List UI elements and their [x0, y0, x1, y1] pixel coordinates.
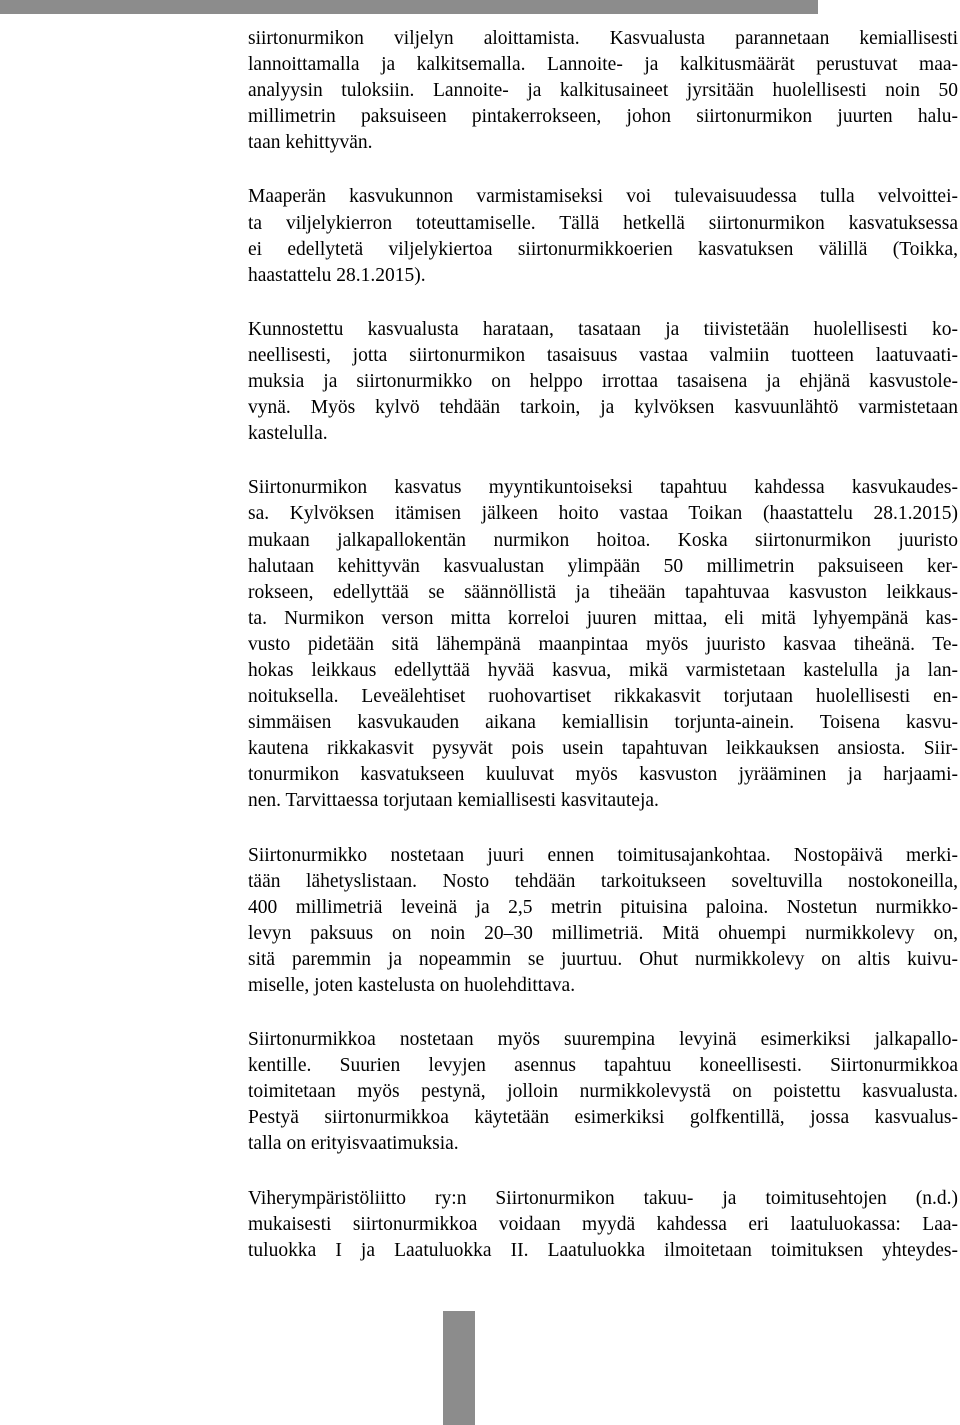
page-top-bar [0, 0, 818, 14]
text-line: ei edellytetä viljelykiertoa siirtonurmikkoerien kasvatuksen välillä (Toikka, [248, 238, 958, 260]
text-line: millimetrin paksuiseen pintakerrokseen, johon siirtonurmikon juurten halu- [248, 106, 958, 128]
text-line: Siirtonurmikon kasvatus myyntikuntoiseksi tapahtuu kahdessa kasvukaudes- [248, 477, 958, 499]
text-line: nen. Tarvittaessa torjutaan kemiallisesti kasvitauteja. [248, 790, 659, 812]
paragraph [248, 475, 958, 814]
text-line: Pestyä siirtonurmikkoa käytetään esimerkiksi golfkentillä, jossa kasvualus- [248, 1107, 958, 1129]
text-line: tonurmikon kasvatukseen kuuluvat myös kasvuston jyrääminen ja harjaami- [248, 764, 958, 786]
document-body [248, 26, 958, 1264]
text-line: tuluokka I ja Laatuluokka II. Laatuluokka ilmoitetaan toimituksen yhteydes- [248, 1239, 958, 1261]
text-line: talla on erityisvaatimuksia. [248, 1133, 459, 1155]
text-line: Maaperän kasvukunnon varmistamiseksi voi tulevaisuudessa tulla velvoittei- [248, 186, 958, 208]
text-line: vynä. Myös kylvö tehdään tarkoin, ja kylvöksen kasvuunlähtö varmistetaan [248, 397, 958, 419]
paragraph [248, 184, 958, 288]
text-line: Siirtonurmikkoa nostetaan myös suurempina levyinä esimerkiksi jalkapallo- [248, 1029, 958, 1051]
text-line: taan kehittyvän. [248, 132, 373, 154]
paragraph [248, 1186, 958, 1264]
text-line: kautena rikkakasvit pysyvät pois usein tapahtuvan leikkauksen ansiosta. Siir- [248, 738, 958, 760]
text-line: neellisesti, jotta siirtonurmikon tasaisuus vastaa valmiin tuotteen laatuvaati- [248, 344, 958, 366]
text-line: miselle, joten kastelusta on huolehdittava. [248, 975, 576, 996]
paragraph [248, 317, 958, 447]
text-line: hokas leikkaus edellyttää hyvää kasvua, mikä varmistetaan kastelulla ja lan- [248, 659, 958, 681]
text-line: ta viljelykierron toteuttamiselle. Tällä hetkellä siirtonurmikon kasvatuksessa [248, 212, 958, 234]
paragraph [248, 843, 958, 1000]
text-line: sitä paremmin ja nopeammin se juurtuu. Ohut nurmikkolevy on altis kuivu- [248, 948, 958, 970]
text-line: siirtonurmikon viljelyn aloittamista. Kasvualusta parannetaan kemiallisesti [248, 28, 958, 49]
text-line: vusto pidetään sitä lähempänä maanpintaa myös juuristo kasvaa tiheänä. Te- [248, 633, 958, 655]
text-line: haastattelu 28.1.2015). [248, 264, 426, 286]
page-bottom-block [443, 1311, 475, 1425]
text-line: levyn paksuus on noin 20–30 millimetriä. Mitä ohuempi nurmikkolevy on, [248, 922, 958, 944]
text-line: analyysin tuloksiin. Lannoite- ja kalkitusaineet jyrsitään huolellisesti noin 50 [248, 80, 958, 102]
text-line: muksia ja siirtonurmikko on helppo irrottaa tasaisena ja ehjänä kasvustole- [248, 371, 958, 393]
paragraph [248, 1027, 958, 1157]
text-line: lannoittamalla ja kalkitsemalla. Lannoite- ja kalkitusmäärät perustuvat maa- [248, 54, 958, 76]
text-line: mukaan jalkapallokentän nurmikon hoitoa. Koska siirtonurmikon juuristo [248, 529, 958, 551]
text-line: mukaisesti siirtonurmikkoa voidaan myydä kahdessa eri laatuluokassa: Laa- [248, 1213, 958, 1235]
paragraph [248, 26, 958, 156]
text-line: simmäisen kasvukauden aikana kemiallisin torjunta-ainein. Toisena kasvu- [248, 712, 958, 734]
text-line: noituksella. Leveälehtiset ruohovartiset rikkakasvit torjutaan huolellisesti en- [248, 686, 958, 708]
text-line: tään lähetyslistaan. Nosto tehdään tarkoitukseen soveltuvilla nostokoneilla, [248, 870, 958, 892]
text-line: sa. Kylvöksen itämisen jälkeen hoito vastaa Toikan (haastattelu 28.1.2015) [248, 503, 958, 525]
text-line: rokseen, edellyttää se säännöllistä ja tiheään tapahtuvaa kasvuston leikkaus- [248, 581, 958, 603]
text-line: Kunnostettu kasvualusta harataan, tasataan ja tiivistetään huolellisesti ko- [248, 318, 958, 340]
text-line: kastelulla. [248, 423, 328, 445]
text-line: ta. Nurmikon verson mitta korreloi juuren mittaa, eli mitä lyhyempänä kas- [248, 607, 958, 629]
text-line: toimitetaan myös pestynä, jolloin nurmikkolevystä on poistettu kasvualusta. [248, 1081, 958, 1103]
text-line: Viherympäristöliitto ry:n Siirtonurmikon takuu- ja toimitusehtojen (n.d.) [248, 1187, 958, 1209]
text-line: Siirtonurmikko nostetaan juuri ennen toimitusajankohtaa. Nostopäivä merki- [248, 844, 958, 866]
text-line: halutaan kehittyvän kasvualustan ylimpään 50 millimetrin paksuiseen ker- [248, 555, 958, 577]
text-line: 400 millimetriä leveinä ja 2,5 metrin pituisina paloina. Nostetun nurmikko- [248, 896, 958, 918]
text-line: kentille. Suurien levyjen asennus tapahtuu koneellisesti. Siirtonurmikkoa [248, 1055, 958, 1077]
